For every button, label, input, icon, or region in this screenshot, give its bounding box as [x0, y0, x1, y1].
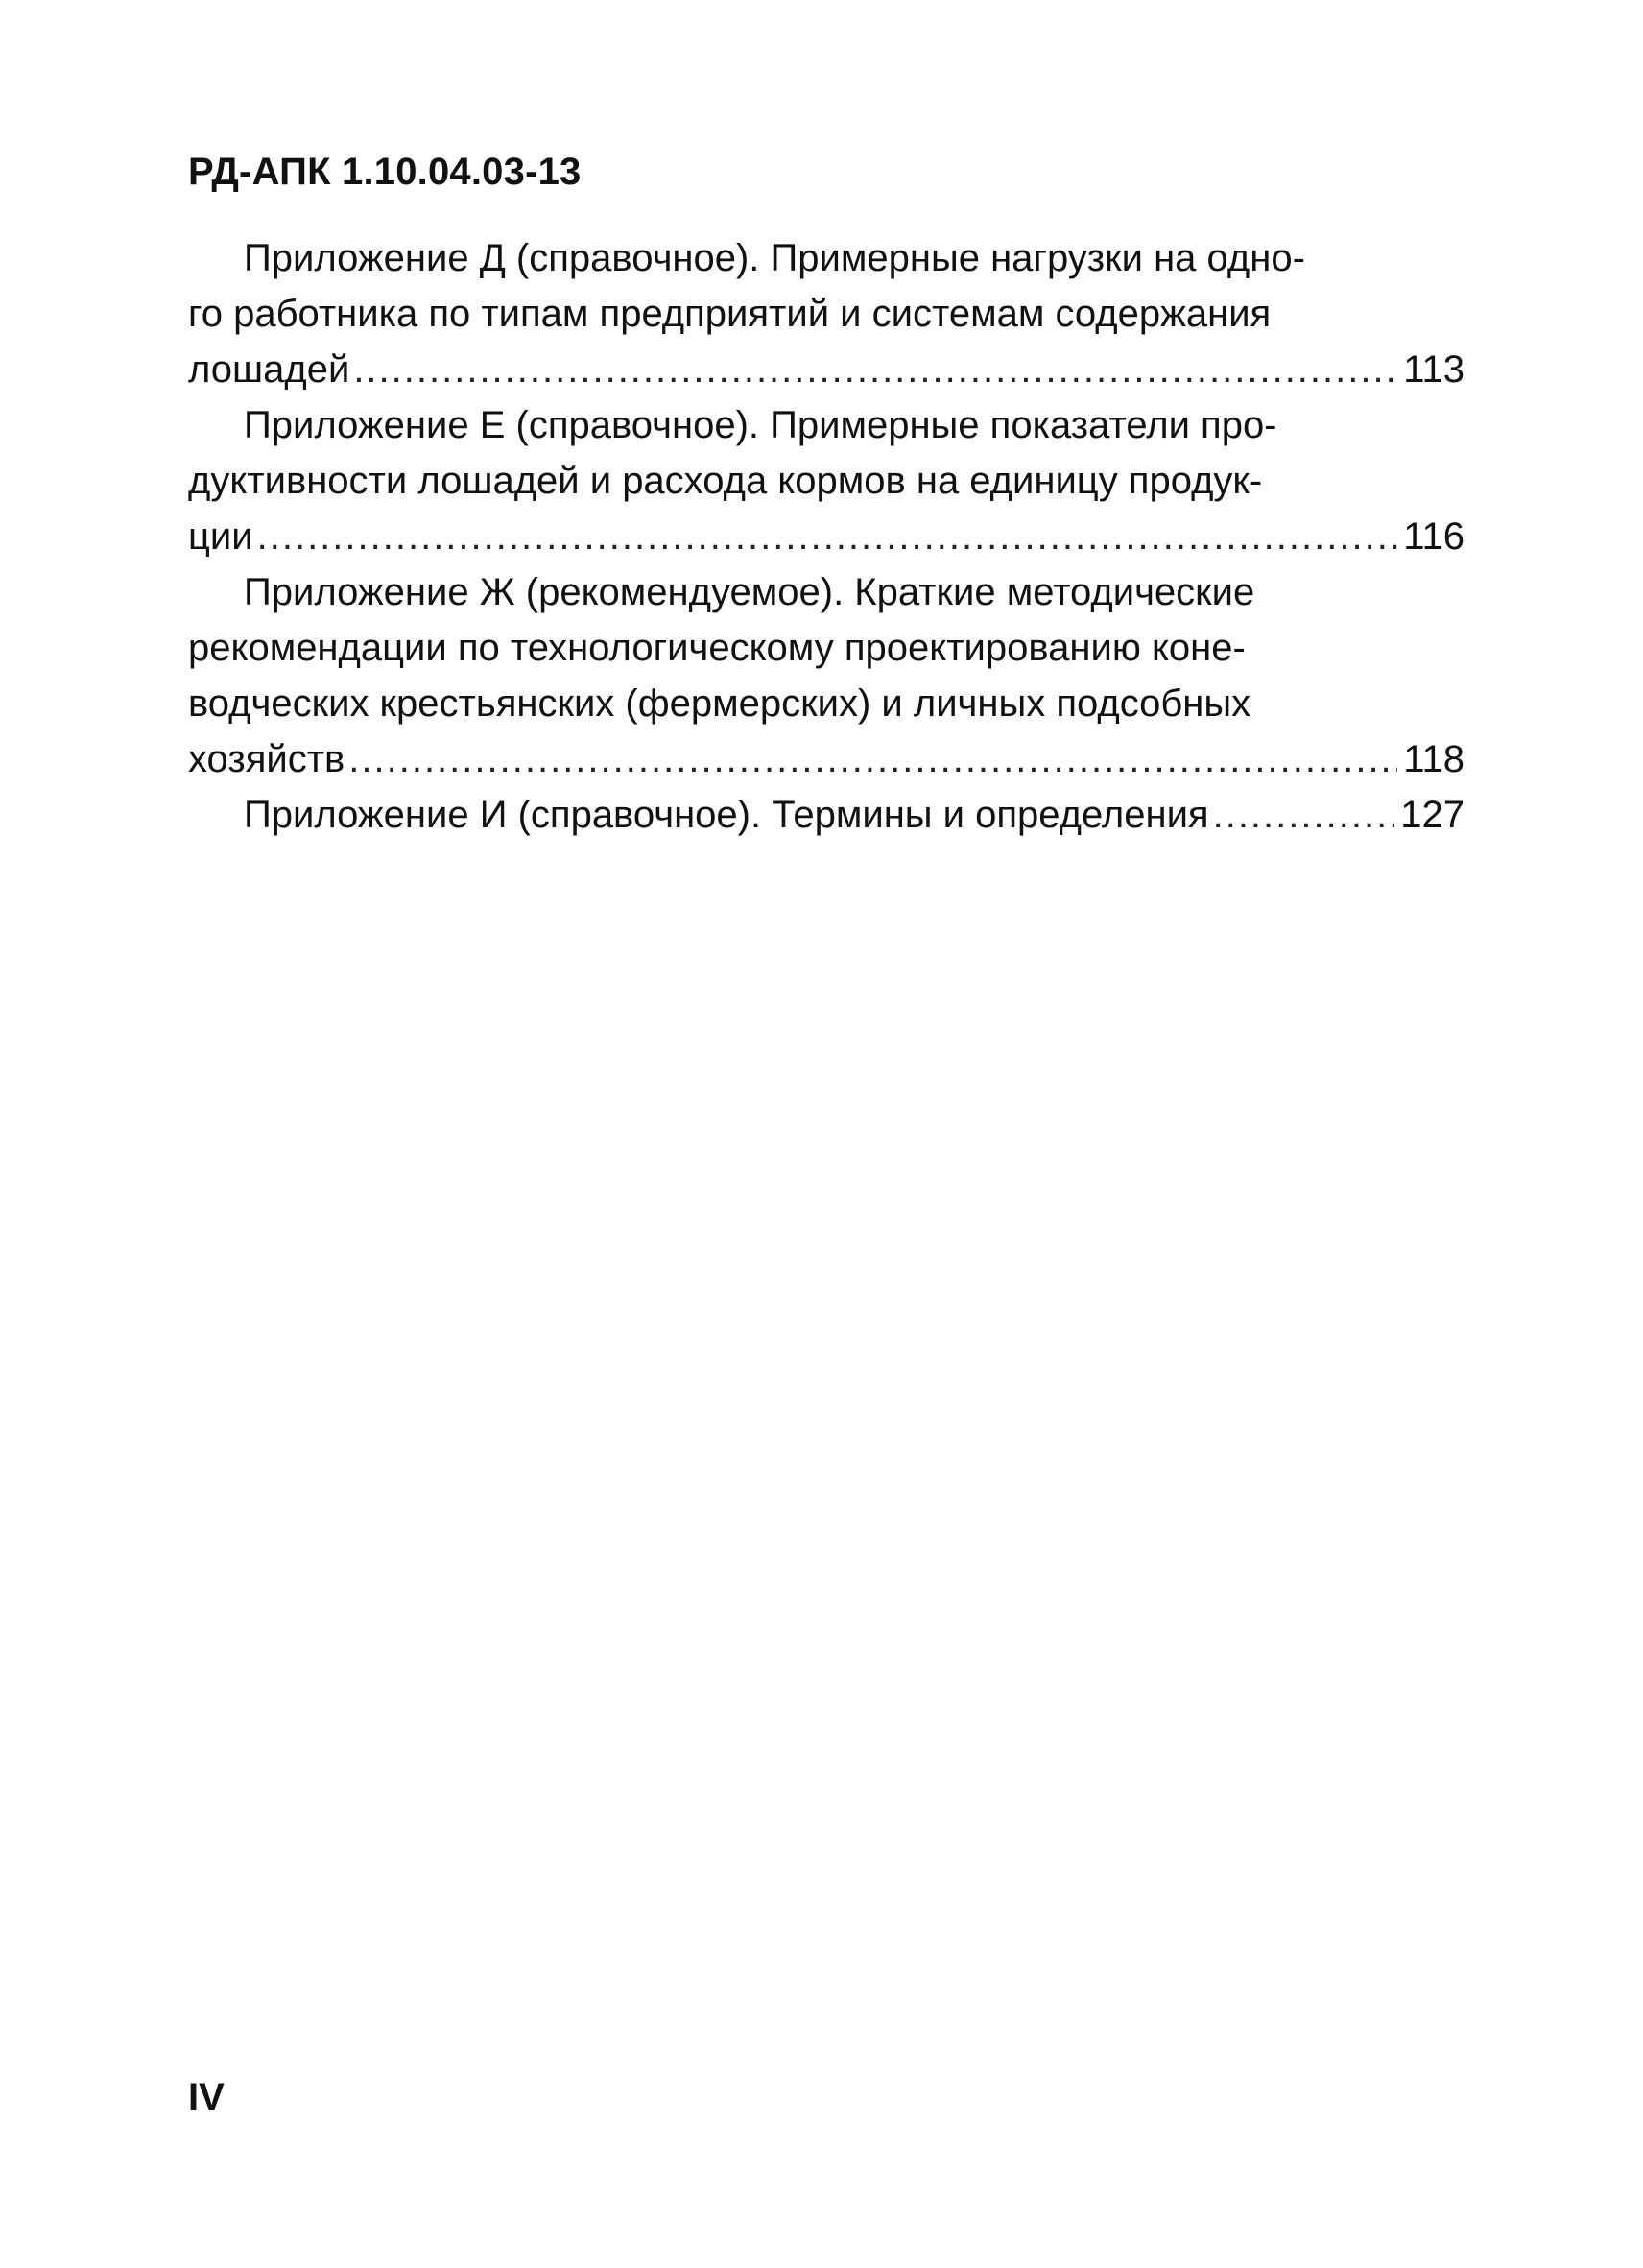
toc-entry-appendix-i[interactable] [188, 787, 1464, 843]
toc-entry-line: хозяйств [188, 738, 345, 780]
dot-leader [348, 731, 1397, 787]
toc-entry-line: Приложение Д (справочное). Примерные нагрузки на одно- [244, 237, 1305, 279]
table-of-contents [188, 230, 1464, 843]
toc-entry-line: рекомендации по технологическому проектированию коне- [188, 627, 1246, 669]
toc-entry-appendix-e[interactable] [188, 397, 1464, 564]
document-code-header: РД-АПК 1.10.04.03-13 [188, 151, 582, 193]
toc-entry-appendix-zh[interactable] [188, 564, 1464, 787]
toc-entry-last-line [188, 731, 1464, 787]
toc-entry-last-line [188, 787, 1464, 843]
toc-entry-appendix-d[interactable] [188, 230, 1464, 397]
toc-entry-line: Приложение Е (справочное). Примерные показатели про- [244, 404, 1277, 446]
toc-page-number: 116 [1403, 515, 1464, 558]
page-folio: IV [188, 2076, 225, 2118]
toc-entry-line: го работника по типам предприятий и системам содержания [188, 293, 1272, 335]
toc-entry-line: Приложение Ж (рекомендуемое). Краткие методические [244, 571, 1255, 613]
toc-page-number: 118 [1403, 738, 1464, 780]
toc-entry-line: водческих крестьянских (фермерских) и личных подсобных [188, 682, 1251, 725]
dot-leader [353, 342, 1397, 397]
toc-entry-line: Приложение И (справочное). Термины и определения [244, 794, 1209, 836]
toc-entry-line: ции [188, 515, 253, 558]
toc-page-number: 127 [1400, 794, 1464, 836]
toc-entry-last-line [188, 342, 1464, 397]
dot-leader [257, 509, 1398, 564]
toc-entry-last-line [188, 509, 1464, 564]
toc-entry-line: дуктивности лошадей и расхода кормов на единицу продук- [188, 460, 1263, 502]
toc-page-number: 113 [1403, 348, 1464, 391]
dot-leader [1213, 787, 1395, 843]
toc-entry-line: лошадей [188, 348, 350, 391]
